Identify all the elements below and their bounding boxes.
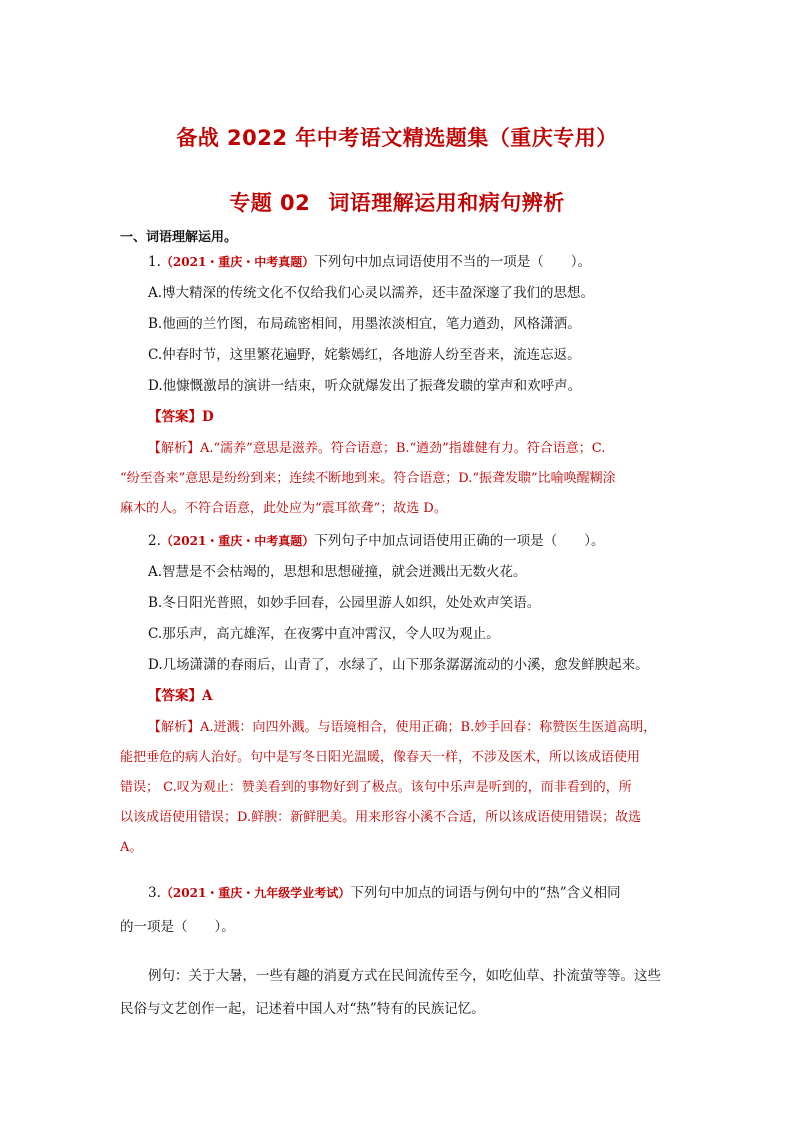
question-3-stem — [148, 884, 621, 902]
document-subtitle — [0, 187, 794, 217]
question-1-option-a: A.博大精深的传统文化不仅给我们心灵以濡养，还丰盈深邃了我们的思想。 — [148, 285, 595, 301]
subtitle-text: 词语理解运用和病句辨析 — [328, 191, 565, 215]
question-2-option-a: A.智慧是不会枯竭的，思想和思想碰撞，就会迸溅出无数火花。 — [148, 564, 527, 580]
question-source: （2021・重庆・中考真题） — [160, 534, 315, 548]
question-1-option-c: C.仲春时节，这里繁花遍野，姹紫嫣红，各地游人纷至沓来，流连忘返。 — [148, 347, 581, 363]
question-1-explanation-line: “纷至沓来”意思是纷纷到来；连续不断地到来。符合语意；D.“振聋发聩”比喻唤醒糊涂 — [120, 471, 616, 486]
question-number: 2. — [148, 533, 161, 549]
question-1-explanation-line: 麻木的人。不符合语意，此处应为“震耳欲聋”；故选 D。 — [120, 501, 447, 516]
question-3-stem-continued: 的一项是（ ）。 — [120, 919, 235, 935]
subtitle-code: 专题 02 — [229, 191, 311, 215]
question-2-answer: 【答案】A — [148, 688, 213, 704]
question-1-stem — [148, 253, 591, 271]
question-source: （2021・重庆・中考真题） — [160, 255, 315, 269]
question-2-explanation-line: 【解析】A.迸溅：向四外溅。与语境相合，使用正确；B.妙手回春：称赞医生医道高明， — [148, 720, 657, 735]
question-number: 3. — [148, 885, 161, 901]
question-text: 下列句中加点的词语与例句中的“热”含义相同 — [350, 885, 621, 901]
question-text: 下列句子中加点词语使用正确的一项是（ ）。 — [314, 533, 605, 549]
question-text: 下列句中加点词语使用不当的一项是（ ）。 — [314, 254, 592, 270]
question-2-option-b: B.冬日阳光普照，如妙手回春，公园里游人如织，处处欢声笑语。 — [148, 595, 541, 611]
question-1-answer: 【答案】D — [148, 409, 214, 425]
question-2-explanation-line: 以该成语使用错误；D.鲜腴：新鲜肥美。用来形容小溪不合适，所以该成语使用错误；故选 — [120, 810, 642, 825]
question-2-option-d: D.几场潇潇的春雨后，山青了，水绿了，山下那条潺潺流动的小溪，愈发鲜腴起来。 — [148, 657, 649, 673]
question-number: 1. — [148, 254, 161, 270]
question-3-example-line: 例句：关于大暑，一些有趣的消夏方式在民间流传至今，如吃仙草、扑流萤等等。这些 — [148, 968, 661, 984]
question-3-example-line: 民俗与文艺创作一起，记述着中国人对“热”特有的民族记忆。 — [120, 1001, 485, 1017]
question-source: （2021・重庆・九年级学业考试） — [160, 886, 351, 900]
question-1-option-b: B.他画的兰竹图，布局疏密相间，用墨浓淡相宜，笔力遒劲，风格潇洒。 — [148, 316, 581, 332]
question-2-option-c: C.那乐声，高亢雄浑，在夜雾中直冲霄汉，令人叹为观止。 — [148, 626, 500, 642]
document-title: 备战 2022 年中考语文精选题集（重庆专用） — [176, 126, 618, 150]
question-2-explanation-line: 能把垂危的病人治好。句中是写冬日阳光温暖，像春天一样，不涉及医术，所以该成语使用 — [120, 750, 641, 765]
question-2-stem — [148, 532, 605, 550]
question-1-option-d: D.他慷慨激昂的演讲一结束，听众就爆发出了振聋发聩的掌声和欢呼声。 — [148, 378, 582, 394]
question-1-explanation-line: 【解析】A.“濡养”意思是滋养。符合语意；B.“遒劲”指雄健有力。符合语意；C. — [148, 441, 606, 456]
question-2-explanation-line: 错误； C.叹为观止：赞美看到的事物好到了极点。该句中乐声是听到的，而非看到的，所 — [120, 780, 632, 795]
question-2-explanation-line: A。 — [120, 840, 143, 855]
section-heading: 一、词语理解运用。 — [120, 230, 238, 245]
